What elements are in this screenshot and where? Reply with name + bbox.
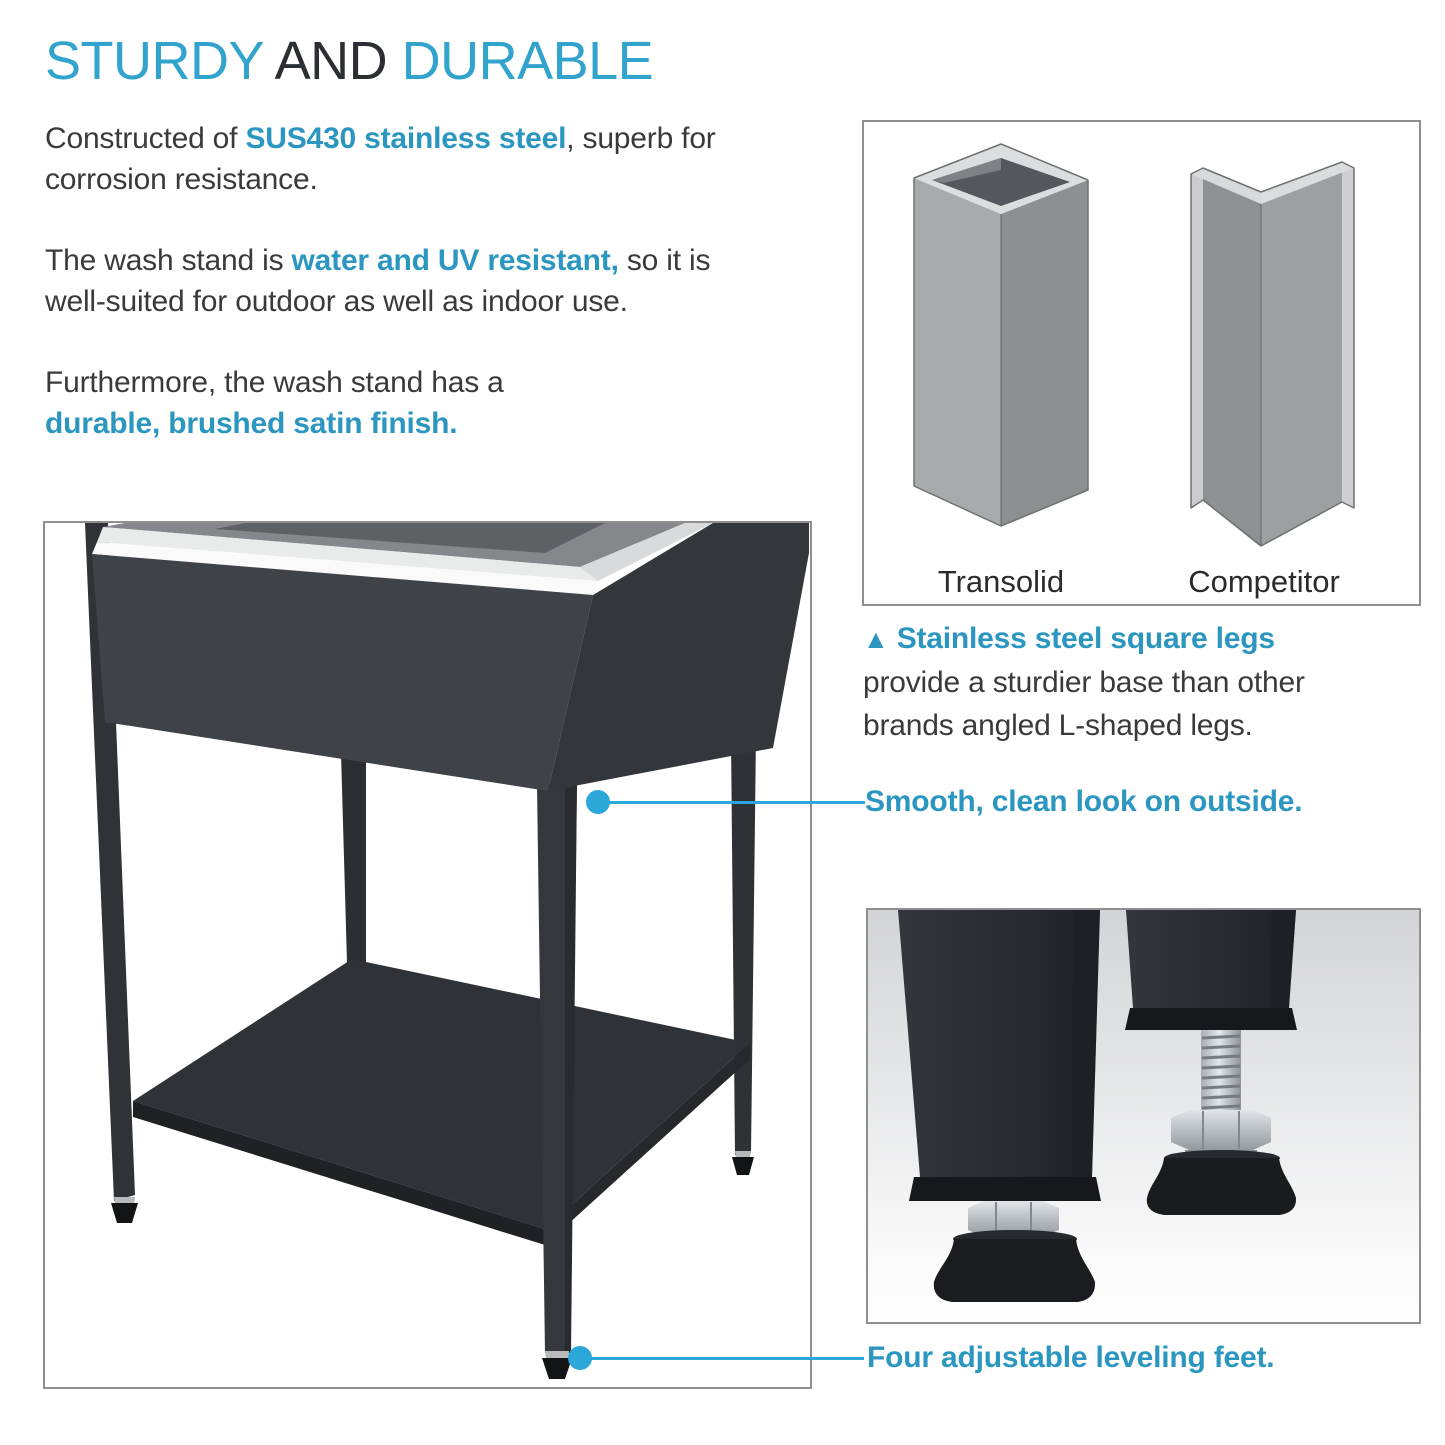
leveling-feet-photo-render — [868, 910, 1419, 1322]
paragraph-finish — [45, 362, 845, 444]
product-image-box — [43, 521, 812, 1389]
text-run: well-suited for outdoor as well as indoor use. — [45, 285, 628, 318]
highlight-sus430: SUS430 stainless steel — [245, 122, 567, 155]
title-dark: AND — [274, 31, 388, 91]
page-title — [45, 30, 653, 92]
paragraph-resistance — [45, 240, 845, 322]
leg-comparison-box — [862, 120, 1421, 606]
wash-stand-front-leg — [537, 781, 577, 1353]
callout-feet-label: Four adjustable leveling feet. — [867, 1341, 1275, 1374]
callout-dot-icon — [586, 790, 610, 814]
callout-dot-icon — [568, 1346, 592, 1370]
text-run: provide a sturdier base than other — [863, 666, 1305, 699]
text-run: , superb for — [566, 122, 716, 155]
text-run: Constructed of — [45, 122, 246, 155]
text-run: The wash stand is — [45, 244, 292, 277]
triangle-up-icon: ▲ — [863, 624, 889, 654]
callout-line — [580, 1357, 864, 1360]
callout-smooth-label: Smooth, clean look on outside. — [865, 785, 1303, 818]
text-run: brands angled L-shaped legs. — [863, 709, 1253, 742]
leg-comparison-render — [864, 122, 1419, 604]
highlight-water-uv: water and UV resistant, — [291, 244, 619, 277]
title-accent-2: DURABLE — [387, 31, 654, 91]
wash-stand-illustration — [45, 523, 810, 1387]
callout-line — [598, 801, 865, 804]
square-legs-note — [863, 617, 1305, 747]
leveling-feet-photo-box — [866, 908, 1421, 1324]
title-accent-1: STURDY — [45, 31, 275, 91]
square-tube-render — [914, 144, 1088, 526]
text-run: Furthermore, the wash stand has a — [45, 366, 504, 399]
text-run: so it is — [618, 244, 711, 277]
square-legs-headline: Stainless steel square legs — [896, 622, 1275, 655]
wash-stand-cabinet — [92, 523, 809, 791]
paragraph-material — [45, 118, 845, 200]
wash-stand-shelf — [133, 959, 750, 1245]
comparison-label-competitor: Competitor — [1188, 564, 1340, 599]
text-run: corrosion resistance. — [45, 163, 318, 196]
l-angle-render — [1191, 162, 1354, 546]
comparison-label-transolid: Transolid — [937, 564, 1065, 599]
highlight-finish: durable, brushed satin finish. — [45, 407, 458, 440]
